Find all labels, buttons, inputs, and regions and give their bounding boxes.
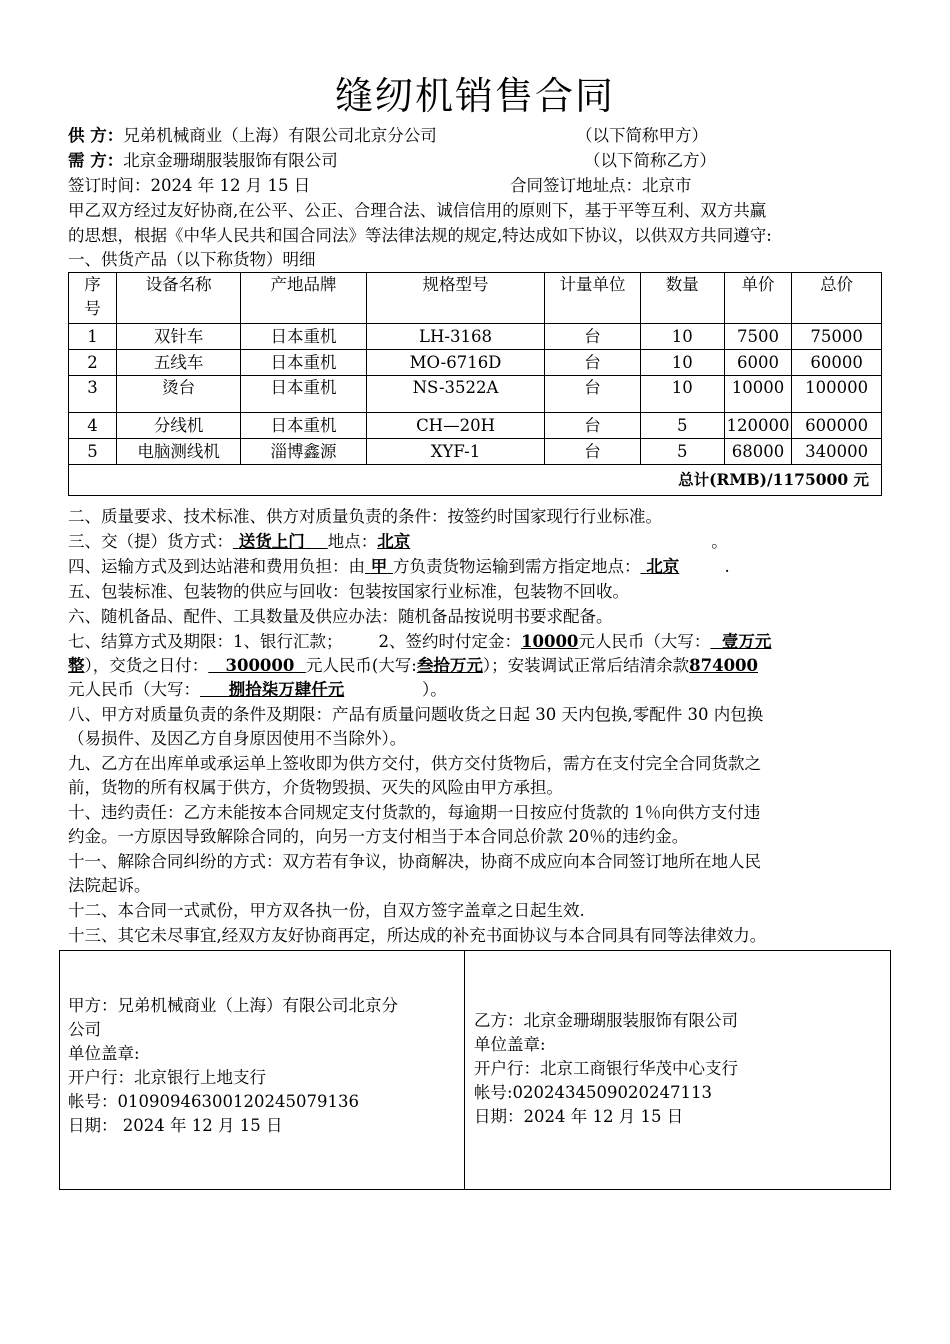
clause-7-line-1 bbox=[68, 630, 771, 654]
table-row bbox=[69, 324, 882, 350]
buyer-label: 需 方： bbox=[68, 151, 124, 170]
party-a-seal: 单位盖章: bbox=[68, 1044, 140, 1063]
deposit-amount: 10000 bbox=[521, 632, 579, 651]
clause-3-end: 。 bbox=[711, 532, 728, 551]
balance-chinese: 捌拾柒万肆仟元 bbox=[228, 680, 345, 699]
party-a-name-cont: 公司 bbox=[68, 1020, 101, 1039]
row-name: 烫台 bbox=[117, 376, 241, 413]
header-name: 设备名称 bbox=[117, 273, 241, 324]
row-model: CH—20H bbox=[366, 413, 544, 439]
clause-7-end: ）。 bbox=[422, 680, 447, 699]
goods-table bbox=[68, 272, 882, 496]
row-name: 五线车 bbox=[117, 350, 241, 376]
clause-7-line-2 bbox=[68, 654, 758, 678]
party-a-date: 日期： 2024 年 12 月 15 日 bbox=[68, 1116, 283, 1135]
clause-3-place-label: 地点： bbox=[327, 532, 378, 551]
party-b-name: 乙方：北京金珊瑚服装服饰有限公司 bbox=[474, 1011, 738, 1030]
table-row bbox=[69, 376, 882, 413]
transport-party: 甲 bbox=[370, 557, 388, 576]
row-total: 600000 bbox=[792, 413, 882, 439]
supplier-name: 兄弟机械商业（上海）有限公司北京分公司 bbox=[123, 126, 437, 145]
delivery-place: 北京 bbox=[377, 532, 411, 551]
table-total-row bbox=[69, 465, 882, 496]
clause-12: 十二、本合同一式贰份，甲方双各执一份，自双方签字盖章之日起生效. bbox=[68, 901, 585, 920]
party-a-account: 帐号：01090946300120245079136 bbox=[68, 1092, 359, 1111]
clause-8-line-1: 八、甲方对质量负责的条件及期限：产品有质量问题收货之日起 30 天内包换,零配件 30 内包换 bbox=[68, 705, 764, 724]
deposit-unit: 元人民币（大写： bbox=[578, 632, 711, 651]
delivery-payment-prefix: ），交货之日付： bbox=[84, 656, 209, 675]
clause-4 bbox=[68, 555, 730, 579]
intro-line-2: 的思想，根据《中华人民共和国合同法》等法律法规的规定,特达成如下协议，以供双方共同遵守: bbox=[68, 226, 772, 245]
row-brand: 日本重机 bbox=[241, 376, 367, 413]
clause-7-line-3 bbox=[68, 678, 447, 702]
balance-unit: 元人民币（大写： bbox=[68, 680, 200, 699]
row-unit: 台 bbox=[545, 413, 641, 439]
transport-place: 北京 bbox=[646, 557, 680, 576]
party-a-name: 甲方：兄弟机械商业（上海）有限公司北京分 bbox=[68, 996, 398, 1015]
row-total: 340000 bbox=[792, 439, 882, 465]
clause-8-line-2: （易损件、及因乙方自身原因使用不当除外）。 bbox=[68, 729, 407, 748]
signing-date-label: 签订时间： bbox=[68, 176, 151, 195]
clause-7-prefix: 七、结算方式及期限：1、银行汇款； bbox=[68, 632, 343, 651]
supplier-alias: （以下简称甲方） bbox=[576, 126, 708, 145]
clause-4-middle: 方负责货物运输到需方指定地点： bbox=[393, 557, 641, 576]
signature-box bbox=[59, 950, 891, 1190]
clause-5: 五、包装标准、包装物的供应与回收：包装按国家行业标准，包装物不回收。 bbox=[68, 582, 629, 601]
clause-9-line-2: 前，货物的所有权属于供方，介货物毁损、灭失的风险由甲方承担。 bbox=[68, 778, 563, 797]
deposit-chinese-end: 整 bbox=[68, 656, 85, 675]
header-total: 总价 bbox=[792, 273, 882, 324]
deposit-chinese: 壹万元 bbox=[721, 632, 772, 651]
supplier-label: 供 方： bbox=[68, 126, 124, 145]
row-brand: 淄博鑫源 bbox=[241, 439, 367, 465]
row-total: 100000 bbox=[792, 376, 882, 413]
row-price: 68000 bbox=[724, 439, 792, 465]
signing-date-line bbox=[68, 174, 310, 198]
buyer-alias: （以下简称乙方） bbox=[584, 151, 716, 170]
balance-prefix: ）；安装调试正常后结清余款 bbox=[482, 656, 690, 675]
table-header-row bbox=[69, 273, 882, 324]
table-row bbox=[69, 439, 882, 465]
row-price: 10000 bbox=[724, 376, 792, 413]
clause-3 bbox=[68, 530, 728, 554]
row-model: NS-3522A bbox=[366, 376, 544, 413]
signing-date: 2024 年 12 月 15 日 bbox=[150, 176, 311, 195]
clause-11-line-1: 十一、解除合同纠纷的方式：双方若有争议，协商解决，协商不成应向本合同签订地所在地人民 bbox=[68, 852, 761, 871]
row-price: 7500 bbox=[724, 324, 792, 350]
party-b-block bbox=[474, 1009, 884, 1129]
row-brand: 日本重机 bbox=[241, 413, 367, 439]
party-a-block bbox=[68, 994, 458, 1138]
intro-line-1: 甲乙双方经过友好协商,在公平、公正、合理合法、诚信信用的原则下，基于平等互利、双方共赢 bbox=[68, 201, 767, 220]
clause-11-line-2: 法院起诉。 bbox=[68, 876, 151, 895]
supplier-line bbox=[68, 124, 437, 148]
row-qty: 5 bbox=[640, 413, 724, 439]
header-model: 规格型号 bbox=[366, 273, 544, 324]
delivery-method: 送货上门 bbox=[238, 532, 305, 551]
balance-amount: 874000 bbox=[689, 656, 759, 675]
row-brand: 日本重机 bbox=[241, 350, 367, 376]
header-qty: 数量 bbox=[640, 273, 724, 324]
party-b-seal: 单位盖章: bbox=[474, 1035, 546, 1054]
clause-9-line-1: 九、乙方在出库单或承运单上签收即为供方交付，供方交付货物后，需方在支付完全合同货款之 bbox=[68, 754, 761, 773]
signing-place-line bbox=[510, 174, 692, 198]
row-name: 电脑测线机 bbox=[117, 439, 241, 465]
row-brand: 日本重机 bbox=[241, 324, 367, 350]
row-no: 2 bbox=[69, 350, 117, 376]
row-price: 120000 bbox=[724, 413, 792, 439]
contract-title: 缝纫机销售合同 bbox=[334, 74, 615, 118]
signature-divider bbox=[464, 951, 465, 1189]
row-qty: 10 bbox=[640, 350, 724, 376]
buyer-name: 北京金珊瑚服装服饰有限公司 bbox=[123, 151, 338, 170]
buyer-line bbox=[68, 149, 338, 173]
row-no: 1 bbox=[69, 324, 117, 350]
signing-place: 北京市 bbox=[642, 176, 692, 195]
row-no: 5 bbox=[69, 439, 117, 465]
row-unit: 台 bbox=[545, 324, 641, 350]
clause-3-prefix: 三、交（提）货方式： bbox=[68, 532, 233, 551]
header-price: 单价 bbox=[724, 273, 792, 324]
row-model: MO-6716D bbox=[366, 350, 544, 376]
grand-total: 总计(RMB)/1175000 元 bbox=[69, 465, 882, 496]
row-name: 双针车 bbox=[117, 324, 241, 350]
table-row bbox=[69, 350, 882, 376]
party-a-bank: 开户行：北京银行上地支行 bbox=[68, 1068, 266, 1087]
row-unit: 台 bbox=[545, 350, 641, 376]
header-brand: 产地品牌 bbox=[241, 273, 367, 324]
clause-2: 二、质量要求、技术标准、供方对质量负责的条件：按签约时国家现行行业标准。 bbox=[68, 507, 662, 526]
row-qty: 10 bbox=[640, 376, 724, 413]
delivery-payment: 300000 bbox=[225, 656, 295, 675]
section-1-heading: 一、供货产品（以下称货物）明细 bbox=[68, 250, 316, 269]
row-no: 3 bbox=[69, 376, 117, 413]
clause-4-end: . bbox=[724, 557, 730, 576]
row-unit: 台 bbox=[545, 439, 641, 465]
row-total: 75000 bbox=[792, 324, 882, 350]
row-qty: 10 bbox=[640, 324, 724, 350]
signing-place-label: 合同签订地址点： bbox=[510, 176, 642, 195]
party-b-date: 日期：2024 年 12 月 15 日 bbox=[474, 1107, 684, 1126]
clause-6: 六、随机备品、配件、工具数量及供应办法：随机备品按说明书要求配备。 bbox=[68, 607, 613, 626]
delivery-payment-chinese: 叁拾万元 bbox=[416, 656, 483, 675]
delivery-payment-unit: 元人民币(大写: bbox=[305, 656, 417, 675]
party-b-account: 帐号:0202434509020247113 bbox=[474, 1083, 713, 1102]
header-unit: 计量单位 bbox=[545, 273, 641, 324]
clause-10-line-1: 十、违约责任：乙方未能按本合同规定支付货款的，每逾期一日按应付货款的 1％向供方支付违 bbox=[68, 803, 761, 822]
row-name: 分线机 bbox=[117, 413, 241, 439]
party-b-bank: 开户行：北京工商银行华茂中心支行 bbox=[474, 1059, 738, 1078]
clause-7-item2: 2、签约时付定金： bbox=[378, 632, 521, 651]
row-total: 60000 bbox=[792, 350, 882, 376]
row-qty: 5 bbox=[640, 439, 724, 465]
table-row bbox=[69, 413, 882, 439]
row-model: LH-3168 bbox=[366, 324, 544, 350]
header-no: 序 号 bbox=[69, 273, 117, 324]
row-model: XYF-1 bbox=[366, 439, 544, 465]
row-price: 6000 bbox=[724, 350, 792, 376]
clause-4-prefix: 四、运输方式及到达站港和费用负担：由 bbox=[68, 557, 365, 576]
clause-13: 十三、其它未尽事宜,经双方友好协商再定，所达成的补充书面协议与本合同具有同等法律效力。 bbox=[68, 926, 767, 945]
row-unit: 台 bbox=[545, 376, 641, 413]
clause-10-line-2: 约金。一方原因导致解除合同的，向另一方支付相当于本合同总价款 20％的违约金。 bbox=[68, 827, 689, 846]
row-no: 4 bbox=[69, 413, 117, 439]
